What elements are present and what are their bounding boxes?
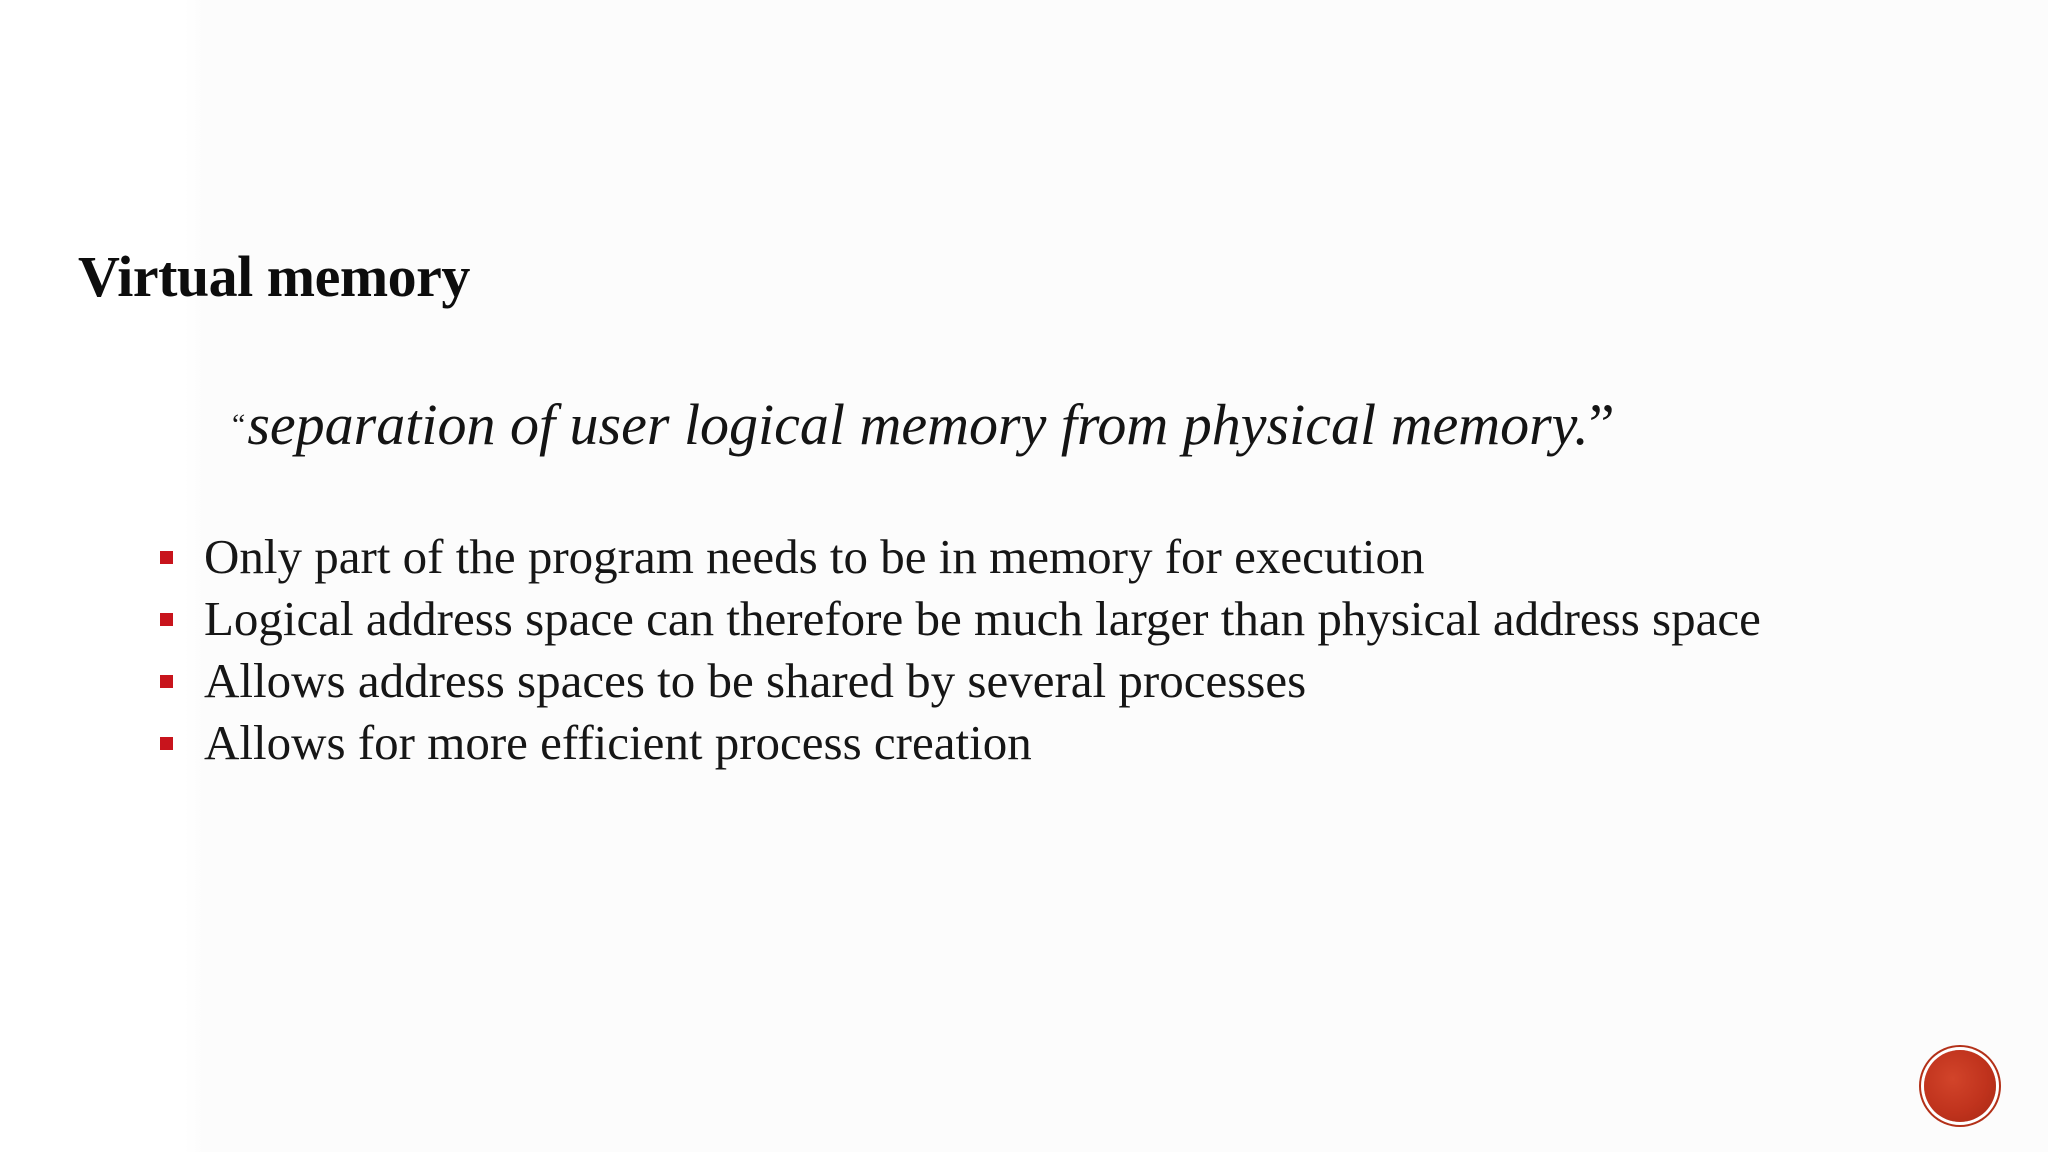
bullet-text: Logical address space can therefore be much larger than physical address space xyxy=(204,591,1761,646)
square-bullet-icon xyxy=(160,737,173,750)
bullet-text: Only part of the program needs to be in memory for execution xyxy=(204,529,1425,584)
quote xyxy=(232,392,1615,457)
bullet-item xyxy=(158,526,1988,588)
quote-open-mark: “ xyxy=(232,408,246,441)
quote-text: separation of user logical memory from physical memory. xyxy=(247,392,1589,457)
red-circle-badge-icon xyxy=(1924,1050,1996,1122)
bullet-item xyxy=(158,588,1988,650)
bullet-text: Allows address spaces to be shared by several processes xyxy=(204,653,1307,708)
square-bullet-icon xyxy=(160,613,173,626)
bullet-list xyxy=(158,526,1988,774)
bullet-text: Allows for more efficient process creation xyxy=(204,715,1032,770)
bullet-item xyxy=(158,650,1988,712)
square-bullet-icon xyxy=(160,551,173,564)
square-bullet-icon xyxy=(160,675,173,688)
bullet-item xyxy=(158,712,1988,774)
slide-title: Virtual memory xyxy=(78,244,470,309)
quote-close-mark: ” xyxy=(1588,392,1615,457)
